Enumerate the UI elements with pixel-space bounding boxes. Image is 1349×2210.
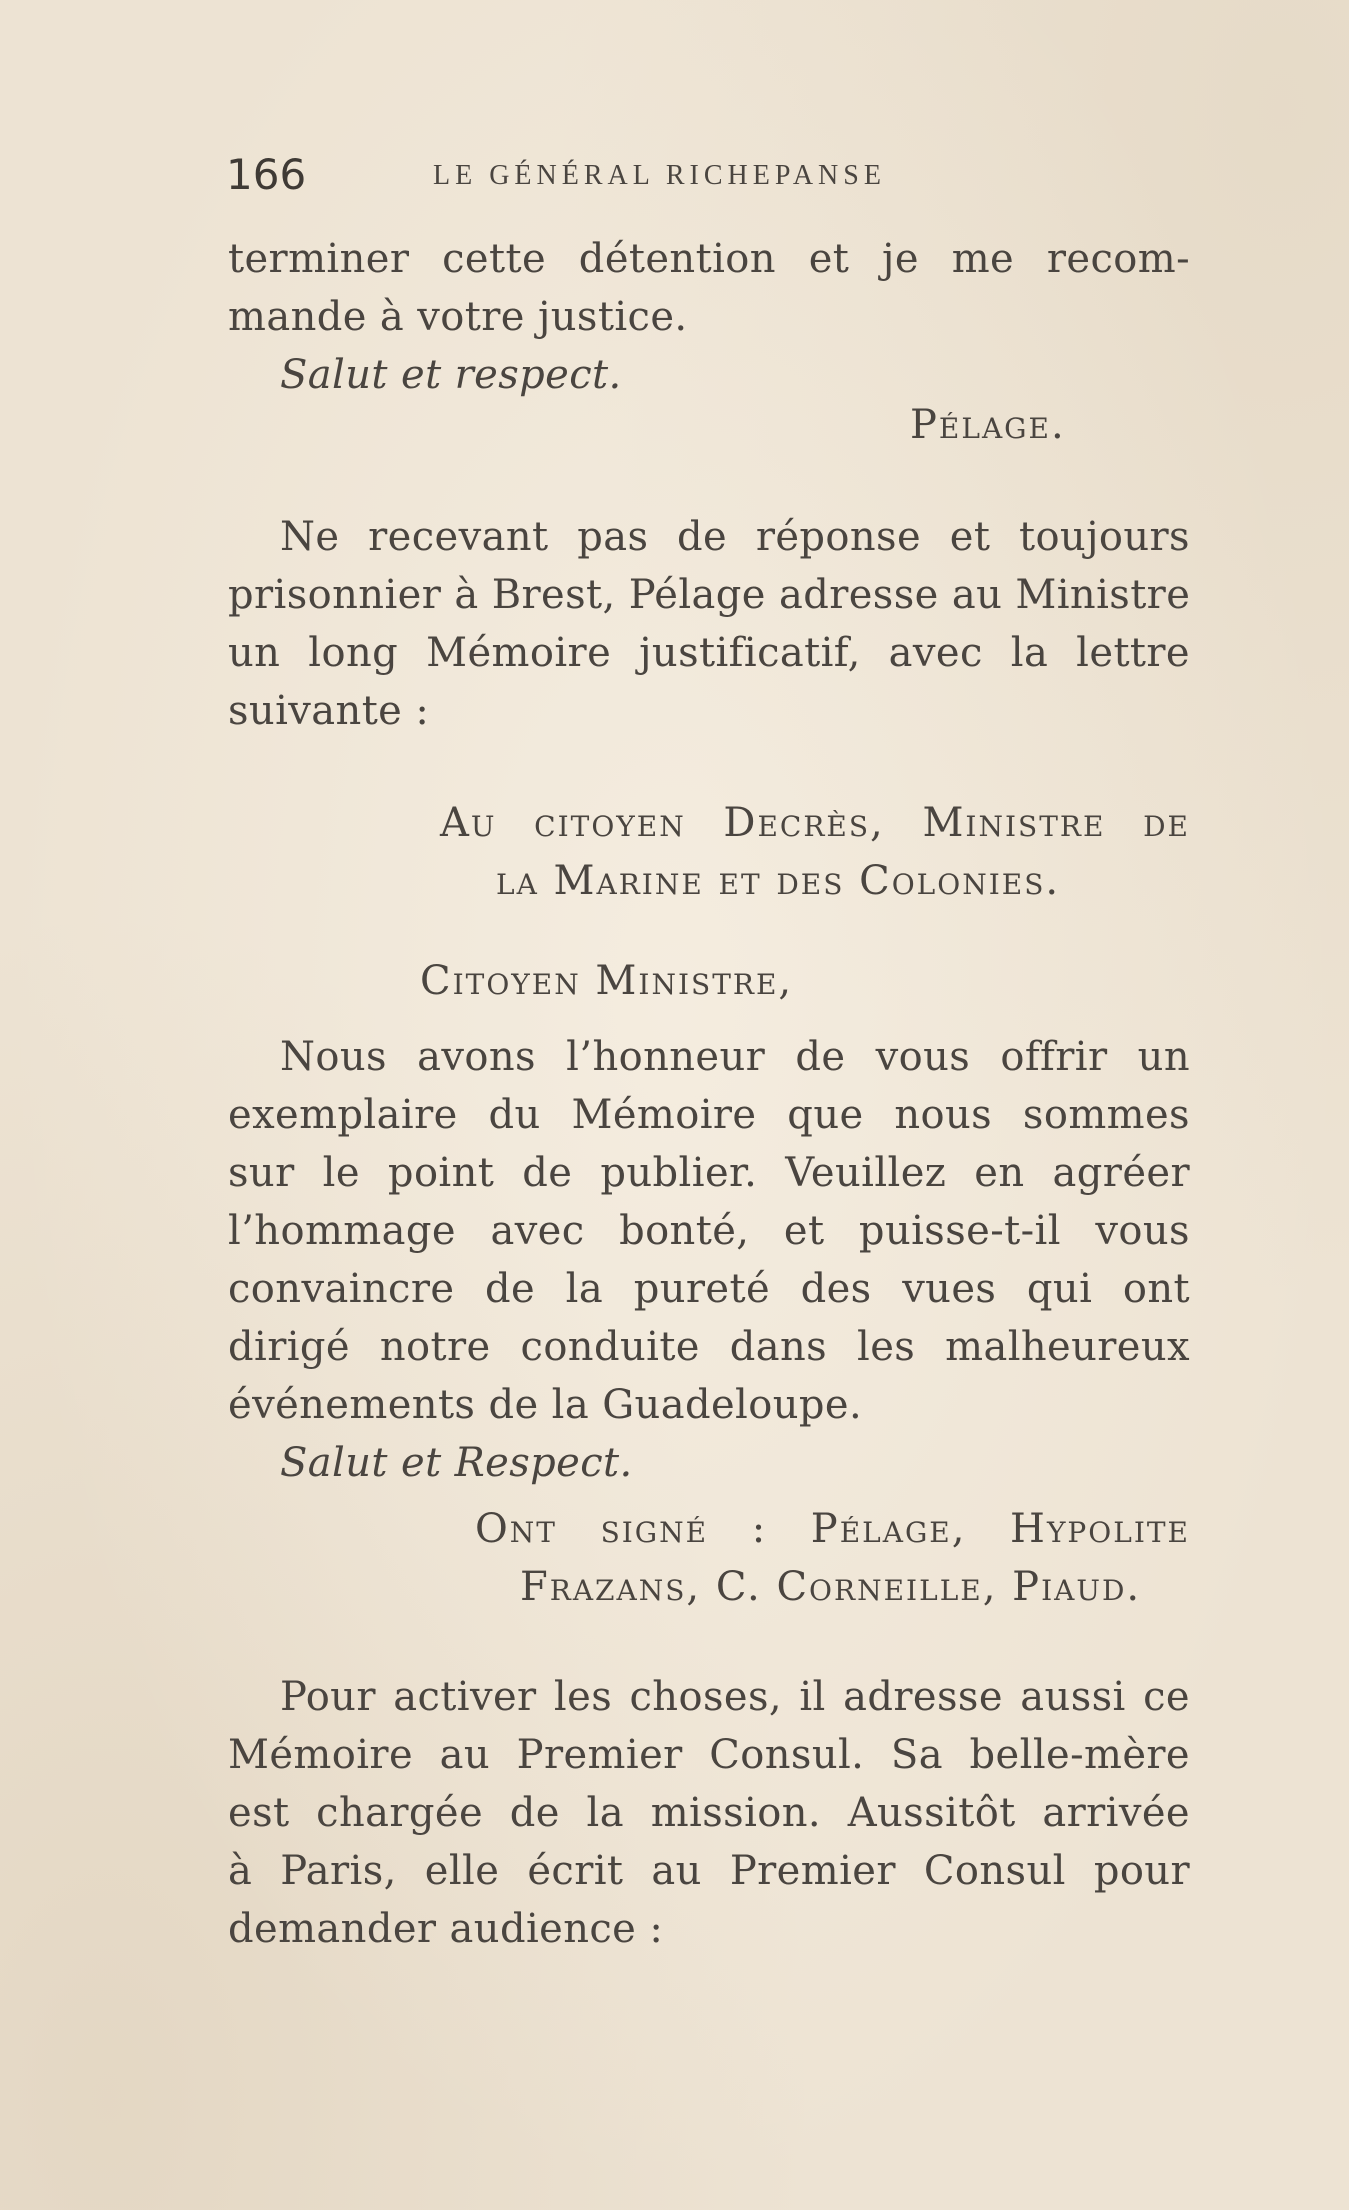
text-line: Nous avons l’honneur de vous offrir un xyxy=(280,1034,1190,1080)
text-line: convaincre de la pureté des vues qui ont xyxy=(228,1266,1190,1312)
running-title: LE GÉNÉRAL RICHEPANSE xyxy=(433,160,886,191)
signatories: Frazans, C. Corneille, Piaud. xyxy=(520,1564,1142,1610)
text-line: prisonnier à Brest, Pélage adresse au Ministre xyxy=(228,572,1191,618)
letter-greeting: Citoyen Ministre, xyxy=(420,958,794,1004)
signatories: Ont signé : Pélage, Hypolite xyxy=(475,1506,1190,1552)
text-line: sur le point de publier. Veuillez en agréer xyxy=(228,1150,1190,1196)
text-line: Pour activer les choses, il adresse aussi ce xyxy=(280,1674,1190,1720)
text-line: dirigé notre conduite dans les malheureux xyxy=(228,1324,1190,1370)
text-line: à Paris, elle écrit au Premier Consul pour xyxy=(228,1848,1190,1894)
page-number: 166 xyxy=(226,150,307,199)
text-line: événements de la Guadeloupe. xyxy=(228,1382,863,1428)
text-line: suivante : xyxy=(228,688,430,734)
letter-address: Au citoyen Decrès, Ministre de xyxy=(440,800,1190,846)
text-line: mande à votre justice. xyxy=(228,294,688,340)
text-line: Ne recevant pas de réponse et toujours xyxy=(280,514,1190,560)
text-line: terminer cette détention et je me recom- xyxy=(228,236,1190,282)
text-line: demander audience : xyxy=(228,1906,664,1952)
text-line: l’hommage avec bonté, et puisse-t-il vous xyxy=(228,1208,1190,1254)
text-line: est chargée de la mission. Aussitôt arrivée xyxy=(228,1790,1190,1836)
text-line: exemplaire du Mémoire que nous sommes xyxy=(228,1092,1190,1138)
closing-salutation: Salut et respect. xyxy=(280,352,622,398)
letter-address: la Marine et des Colonies. xyxy=(496,858,1061,904)
text-line: Mémoire au Premier Consul. Sa belle-mère xyxy=(228,1732,1190,1778)
closing-salutation: Salut et Respect. xyxy=(280,1440,633,1486)
signature: Pélage. xyxy=(910,402,1066,448)
text-line: un long Mémoire justificatif, avec la lettre xyxy=(228,630,1190,676)
